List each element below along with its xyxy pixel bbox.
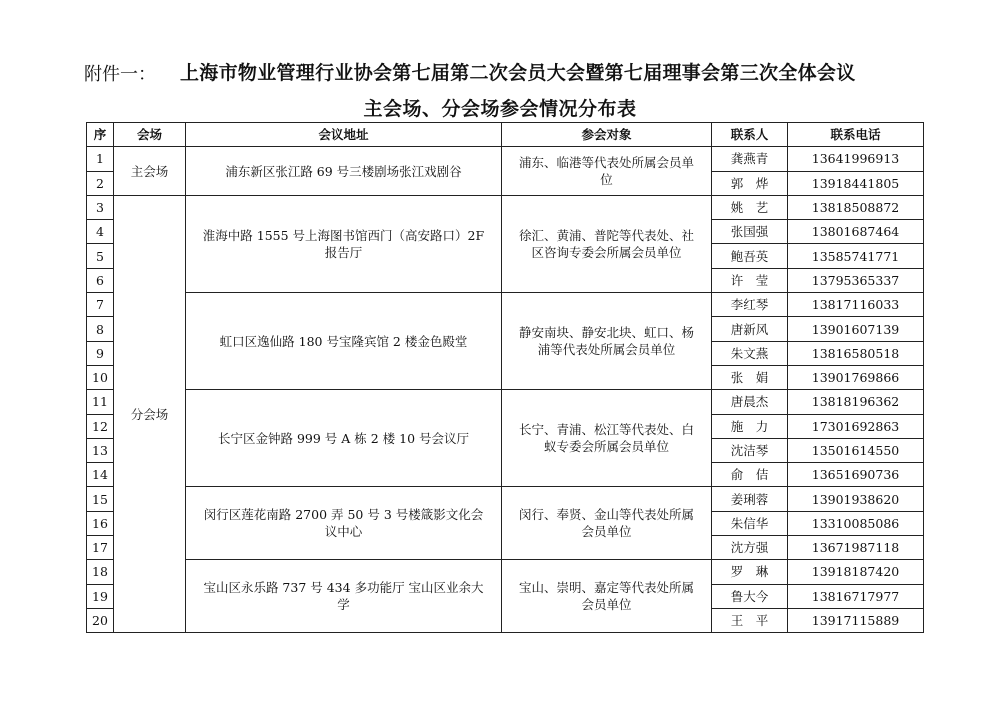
header-seq: 序 [87, 123, 114, 147]
table-row [87, 390, 924, 414]
contact-cell: 李红琴 [712, 293, 788, 317]
phone-cell: 13901607139 [788, 317, 924, 341]
table-header-row [87, 123, 924, 147]
header-attendees: 参会对象 [502, 123, 712, 147]
seq-cell: 5 [87, 244, 114, 268]
venue-cell-main: 主会场 [114, 147, 186, 196]
contact-cell: 鲁大今 [712, 584, 788, 608]
contact-cell: 朱文燕 [712, 341, 788, 365]
contact-cell: 施 力 [712, 414, 788, 438]
contact-cell: 许 莹 [712, 268, 788, 292]
phone-cell: 13816580518 [788, 341, 924, 365]
seq-cell: 11 [87, 390, 114, 414]
seq-cell: 16 [87, 511, 114, 535]
seq-cell: 10 [87, 365, 114, 389]
contact-cell: 姜琍蓉 [712, 487, 788, 511]
phone-cell: 13671987118 [788, 536, 924, 560]
attendees-cell: 徐汇、黄浦、普陀等代表处、社区咨询专委会所属会员单位 [502, 195, 712, 292]
phone-cell: 13795365337 [788, 268, 924, 292]
phone-cell: 13901769866 [788, 365, 924, 389]
phone-cell: 17301692863 [788, 414, 924, 438]
address-cell: 闵行区莲花南路 2700 弄 50 号 3 号楼箴影文化会议中心 [186, 487, 502, 560]
contact-cell: 张国强 [712, 220, 788, 244]
table-row [87, 560, 924, 584]
venue-cell-branch: 分会场 [114, 195, 186, 632]
contact-cell: 唐新风 [712, 317, 788, 341]
phone-cell: 13817116033 [788, 293, 924, 317]
seq-cell: 8 [87, 317, 114, 341]
address-cell: 长宁区金钟路 999 号 A 栋 2 楼 10 号会议厅 [186, 390, 502, 487]
phone-cell: 13918441805 [788, 171, 924, 195]
header-address: 会议地址 [186, 123, 502, 147]
phone-cell: 13651690736 [788, 463, 924, 487]
seq-cell: 12 [87, 414, 114, 438]
seq-cell: 9 [87, 341, 114, 365]
header-venue: 会场 [114, 123, 186, 147]
seq-cell: 17 [87, 536, 114, 560]
contact-cell: 朱信华 [712, 511, 788, 535]
contact-cell: 罗 琳 [712, 560, 788, 584]
seq-cell: 15 [87, 487, 114, 511]
phone-cell: 13585741771 [788, 244, 924, 268]
contact-cell: 俞 佶 [712, 463, 788, 487]
phone-cell: 13801687464 [788, 220, 924, 244]
seq-cell: 4 [87, 220, 114, 244]
header-phone: 联系电话 [788, 123, 924, 147]
address-cell: 淮海中路 1555 号上海图书馆西门（高安路口）2F 报告厅 [186, 195, 502, 292]
table-row [87, 487, 924, 511]
attendees-cell: 浦东、临港等代表处所属会员单位 [502, 147, 712, 196]
seq-cell: 7 [87, 293, 114, 317]
table-row [87, 147, 924, 171]
title-line [0, 58, 1000, 88]
table-row [87, 195, 924, 219]
attendees-cell: 闵行、奉贤、金山等代表处所属会员单位 [502, 487, 712, 560]
seq-cell: 18 [87, 560, 114, 584]
seq-cell: 2 [87, 171, 114, 195]
seq-cell: 13 [87, 438, 114, 462]
contact-cell: 姚 艺 [712, 195, 788, 219]
contact-cell: 郭 烨 [712, 171, 788, 195]
phone-cell: 13901938620 [788, 487, 924, 511]
contact-cell: 张 娟 [712, 365, 788, 389]
seq-cell: 1 [87, 147, 114, 171]
address-cell: 宝山区永乐路 737 号 434 多功能厅 宝山区业余大学 [186, 560, 502, 633]
address-cell: 虹口区逸仙路 180 号宝隆宾馆 2 楼金色殿堂 [186, 293, 502, 390]
attendees-cell: 长宁、青浦、松江等代表处、白蚁专委会所属会员单位 [502, 390, 712, 487]
phone-cell: 13501614550 [788, 438, 924, 462]
phone-cell: 13816717977 [788, 584, 924, 608]
phone-cell: 13310085086 [788, 511, 924, 535]
seq-cell: 19 [87, 584, 114, 608]
phone-cell: 13818196362 [788, 390, 924, 414]
contact-cell: 龚燕青 [712, 147, 788, 171]
contact-cell: 王 平 [712, 608, 788, 632]
phone-cell: 13918187420 [788, 560, 924, 584]
seq-cell: 14 [87, 463, 114, 487]
attendees-cell: 宝山、崇明、嘉定等代表处所属会员单位 [502, 560, 712, 633]
attendees-cell: 静安南块、静安北块、虹口、杨浦等代表处所属会员单位 [502, 293, 712, 390]
seq-cell: 20 [87, 608, 114, 632]
contact-cell: 沈方强 [712, 536, 788, 560]
document-title: 上海市物业管理行业协会第七届第二次会员大会暨第七届理事会第三次全体会议 [180, 62, 856, 84]
venue-distribution-table [86, 122, 924, 633]
table-row [87, 293, 924, 317]
contact-cell: 鲍吾英 [712, 244, 788, 268]
phone-cell: 13641996913 [788, 147, 924, 171]
seq-cell: 3 [87, 195, 114, 219]
address-cell: 浦东新区张江路 69 号三楼剧场张江戏剧谷 [186, 147, 502, 196]
contact-cell: 唐晨杰 [712, 390, 788, 414]
phone-cell: 13917115889 [788, 608, 924, 632]
header-contact: 联系人 [712, 123, 788, 147]
contact-cell: 沈洁琴 [712, 438, 788, 462]
phone-cell: 13818508872 [788, 195, 924, 219]
attachment-label: 附件一： [84, 64, 156, 85]
seq-cell: 6 [87, 268, 114, 292]
document-subtitle: 主会场、分会场参会情况分布表 [363, 98, 637, 120]
